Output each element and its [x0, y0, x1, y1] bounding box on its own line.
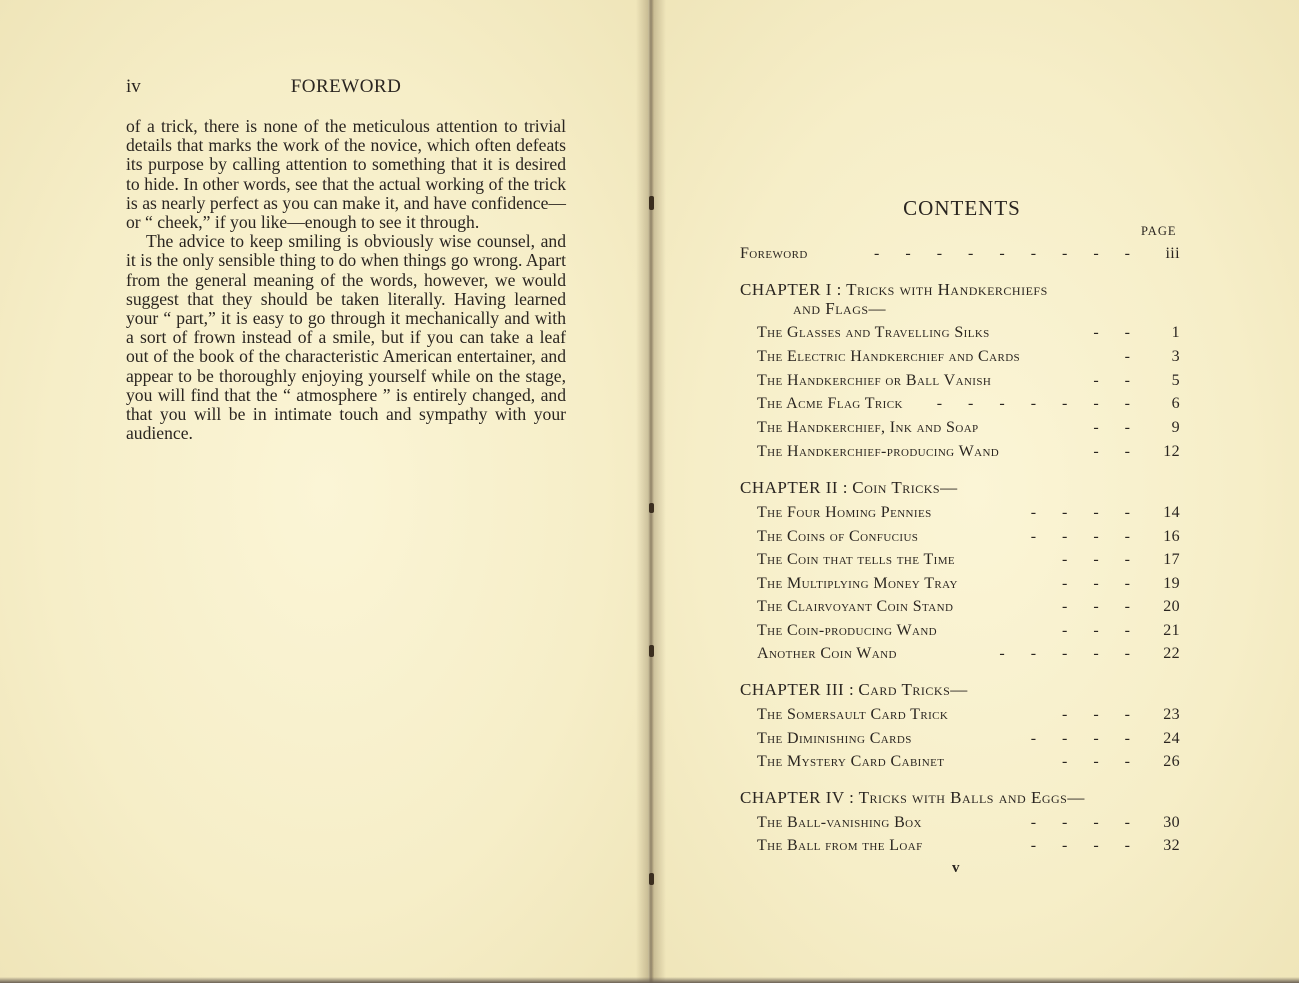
leader-dots: - - -: [1062, 551, 1132, 568]
leader-dots: -: [1124, 348, 1132, 365]
toc-page: 5: [1171, 372, 1180, 389]
chapter-heading: [740, 478, 1170, 497]
toc-entry: [757, 502, 1180, 524]
page-number: iv: [126, 76, 141, 97]
toc-label: The Ball-vanishing Box: [757, 814, 922, 831]
chapter-number: CHAPTER III :: [740, 680, 855, 699]
toc-label: The Handkerchief-producing Wand: [757, 443, 1000, 460]
toc-label: The Ball from the Loaf: [757, 837, 923, 854]
leader-dots: - -: [1093, 443, 1132, 460]
leader-dots: - - -: [1062, 706, 1132, 723]
leader-dots: - - - -: [1030, 730, 1132, 747]
toc-entry: [757, 835, 1180, 857]
chapter-title-continued: and Flags—: [793, 299, 887, 318]
toc-page: 24: [1163, 730, 1180, 747]
toc-entry: [757, 620, 1180, 642]
chapter-number: CHAPTER IV :: [740, 788, 855, 807]
toc-label: The Multiplying Money Tray: [757, 575, 958, 592]
leader-dots: - - - - - - - - -: [874, 245, 1132, 262]
toc-page: 3: [1171, 348, 1180, 365]
toc-entry: [757, 346, 1180, 368]
toc-entry: [757, 370, 1180, 392]
toc-page: 1: [1171, 324, 1180, 341]
chapter-heading: [740, 788, 1170, 807]
leader-dots: - -: [1093, 372, 1132, 389]
chapter-title: Card Tricks—: [858, 680, 968, 699]
leader-dots: - - - - - - -: [936, 395, 1132, 412]
toc-entry: [757, 812, 1180, 834]
toc-page: 12: [1163, 443, 1180, 460]
leader-dots: - -: [1093, 324, 1132, 341]
toc-label: The Somersault Card Trick: [757, 706, 949, 723]
toc-entry: [757, 393, 1180, 415]
toc-label: The Acme Flag Trick: [757, 395, 903, 412]
leader-dots: - - -: [1062, 598, 1132, 615]
toc-page: 14: [1163, 504, 1180, 521]
toc-page: 22: [1163, 645, 1180, 662]
chapter-number: CHAPTER I :: [740, 280, 842, 299]
toc-entry: [757, 322, 1180, 344]
leader-dots: - -: [1093, 419, 1132, 436]
toc-page: 6: [1171, 395, 1180, 412]
page-column-label: PAGE: [1141, 224, 1177, 238]
toc-label: The Coin that tells the Time: [757, 551, 955, 568]
binding-stitch: [649, 645, 654, 657]
toc-label: The Four Homing Pennies: [757, 504, 932, 521]
toc-page: 9: [1171, 419, 1180, 436]
book-gutter: [636, 0, 666, 983]
toc-entry: [757, 441, 1180, 463]
paragraph: of a trick, there is none of the meticulous attention to trivial details that marks the work of the novice, which often defeats its purpose by calling attention to something that it is desired to hide. In other words, see that the actual working of the trick is as nearly perfect as you can make it, and have confidence—or “ cheek,” if you like—enough to see it through.: [126, 116, 566, 233]
toc-entry: [757, 596, 1180, 618]
toc-label: The Handkerchief, Ink and Soap: [757, 419, 979, 436]
toc-page: 19: [1163, 575, 1180, 592]
foreword-text: [126, 117, 566, 443]
toc-page: 21: [1163, 622, 1180, 639]
contents-title: CONTENTS: [903, 196, 1021, 220]
toc-page: iii: [1165, 245, 1180, 262]
chapter-heading: [740, 280, 1170, 318]
toc-label: The Mystery Card Cabinet: [757, 753, 945, 770]
toc-entry: [757, 573, 1180, 595]
toc-label: The Handkerchief or Ball Vanish: [757, 372, 992, 389]
leader-dots: - - -: [1062, 575, 1132, 592]
toc-entry: [757, 417, 1180, 439]
leader-dots: - - - - -: [999, 645, 1132, 662]
toc-label: The Coin-producing Wand: [757, 622, 938, 639]
page-number: v: [952, 860, 960, 876]
toc-entry: [757, 751, 1180, 773]
chapter-title: Tricks with Handkerchiefs: [846, 280, 1048, 299]
chapter-title: Coin Tricks—: [852, 478, 958, 497]
toc-page: 16: [1163, 528, 1180, 545]
binding-stitch: [649, 873, 654, 885]
toc-label: The Coins of Confucius: [757, 528, 919, 545]
toc-label: The Clairvoyant Coin Stand: [757, 598, 954, 615]
leader-dots: - - - -: [1030, 814, 1132, 831]
toc-label: Another Coin Wand: [757, 645, 897, 662]
running-head: [126, 76, 566, 98]
toc-entry: [757, 643, 1180, 665]
toc-page: 20: [1163, 598, 1180, 615]
page-bottom-edge: [0, 977, 1299, 983]
chapter-number: CHAPTER II :: [740, 478, 848, 497]
toc-entry: [757, 728, 1180, 750]
toc-entry: [757, 549, 1180, 571]
chapter-title: Tricks with Balls and Eggs—: [858, 788, 1085, 807]
toc-entry: [757, 704, 1180, 726]
leader-dots: - - - -: [1030, 528, 1132, 545]
toc-page: 30: [1163, 814, 1180, 831]
toc-label: Foreword: [740, 245, 808, 262]
binding-stitch: [649, 503, 654, 513]
toc-label: The Glasses and Travelling Silks: [757, 324, 990, 341]
toc-entry-foreword: [740, 243, 1180, 265]
toc-entry: [757, 526, 1180, 548]
toc-page: 32: [1163, 837, 1180, 854]
leader-dots: - - -: [1062, 622, 1132, 639]
toc-page: 26: [1163, 753, 1180, 770]
toc-label: The Diminishing Cards: [757, 730, 912, 747]
toc-page: 23: [1163, 706, 1180, 723]
toc-label: The Electric Handkerchief and Cards: [757, 348, 1021, 365]
toc-page: 17: [1163, 551, 1180, 568]
leader-dots: - - - -: [1030, 837, 1132, 854]
leader-dots: - - - -: [1030, 504, 1132, 521]
chapter-heading: [740, 680, 1170, 699]
paragraph: The advice to keep smiling is obviously wise counsel, and it is the only sensible thing to do when things go wrong. Apart from the general meaning of the words, however, we would suggest that they should be taken literally. Having learned your “ part,” it is easy to go through it mechanically and with a sort of frown instead of a smile, but if you can take a leaf out of the book of the characteristic American entertainer, and appear to be thoroughly enjoying yourself while on the stage, you will find that the “ atmosphere ” is entirely changed, and that you will be in intimate touch and sympathy with your audience.: [126, 231, 566, 444]
running-title: FOREWORD: [290, 76, 402, 97]
leader-dots: - - -: [1062, 753, 1132, 770]
